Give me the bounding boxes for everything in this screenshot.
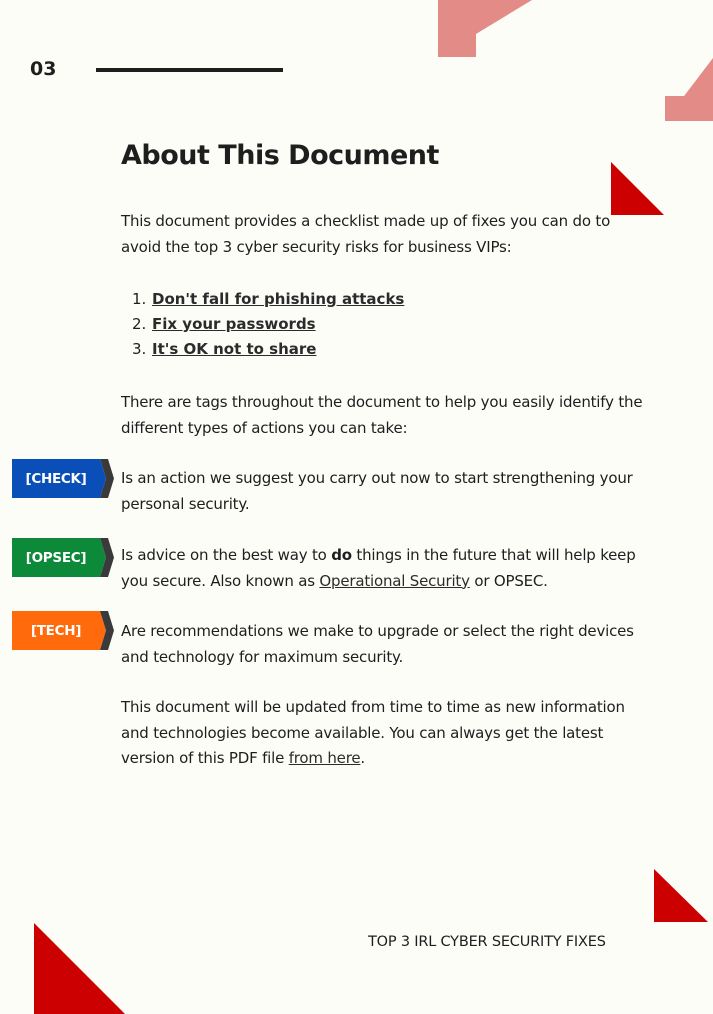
fix-link-phishing[interactable]: Don't fall for phishing attacks [152, 290, 405, 308]
fix-link-sharing[interactable]: It's OK not to share [152, 340, 317, 358]
tech-tag-label: [TECH] [30, 622, 82, 639]
opsec-desc-bold: do [331, 546, 352, 564]
fix-link-passwords[interactable]: Fix your passwords [152, 315, 316, 333]
check-description: Is an action we suggest you carry out now to start strengthening your personal security. [121, 469, 633, 513]
check-tag-label: [CHECK] [25, 470, 87, 487]
opsec-tag-label: [OPSEC] [25, 549, 87, 566]
tech-tag [12, 611, 114, 650]
list-item [132, 312, 404, 337]
decor-triangle-footer-right [654, 869, 708, 922]
header-rule [96, 68, 283, 72]
page-number: 03 [30, 58, 57, 80]
operational-security-link[interactable]: Operational Security [319, 571, 470, 590]
update-note-paragraph [121, 695, 651, 772]
list-number: 2. [132, 315, 147, 333]
opsec-desc-after: or OPSEC. [469, 571, 548, 590]
decor-triangle-right-fill [665, 96, 713, 121]
opsec-description [121, 543, 651, 594]
opsec-desc-middle: things in the future that will help keep you secure. Also known as [121, 546, 636, 590]
decor-triangle-top-left-fill [438, 0, 476, 57]
check-tag [12, 459, 114, 498]
update-note-after: . [360, 749, 365, 767]
opsec-desc-before: Is advice on the best way to [121, 546, 332, 564]
page-title: About This Document [121, 140, 439, 171]
fixes-list [132, 287, 404, 362]
update-note-before: This document will be updated from time to time as new information and technologies become available. You can always get the latest version of this PDF file [121, 698, 625, 767]
intro-paragraph: This document provides a checklist made up of fixes you can do to avoid the top 3 cyber security risks for business VIPs: [121, 212, 611, 256]
list-item [132, 287, 404, 312]
tech-description: Are recommendations we make to upgrade or select the right devices and technology for maximum security. [121, 622, 634, 666]
list-number: 3. [132, 340, 147, 358]
opsec-tag [12, 538, 114, 577]
tags-intro-paragraph: There are tags throughout the document to help you easily identify the different types of actions you can take: [121, 393, 643, 437]
list-number: 1. [132, 290, 147, 308]
decor-triangle-title [611, 162, 664, 215]
decor-triangle-footer-left [34, 923, 125, 1014]
list-item [132, 337, 404, 362]
footer-title: TOP 3 IRL CYBER SECURITY FIXES [368, 934, 606, 950]
from-here-link[interactable]: from here [288, 749, 361, 767]
